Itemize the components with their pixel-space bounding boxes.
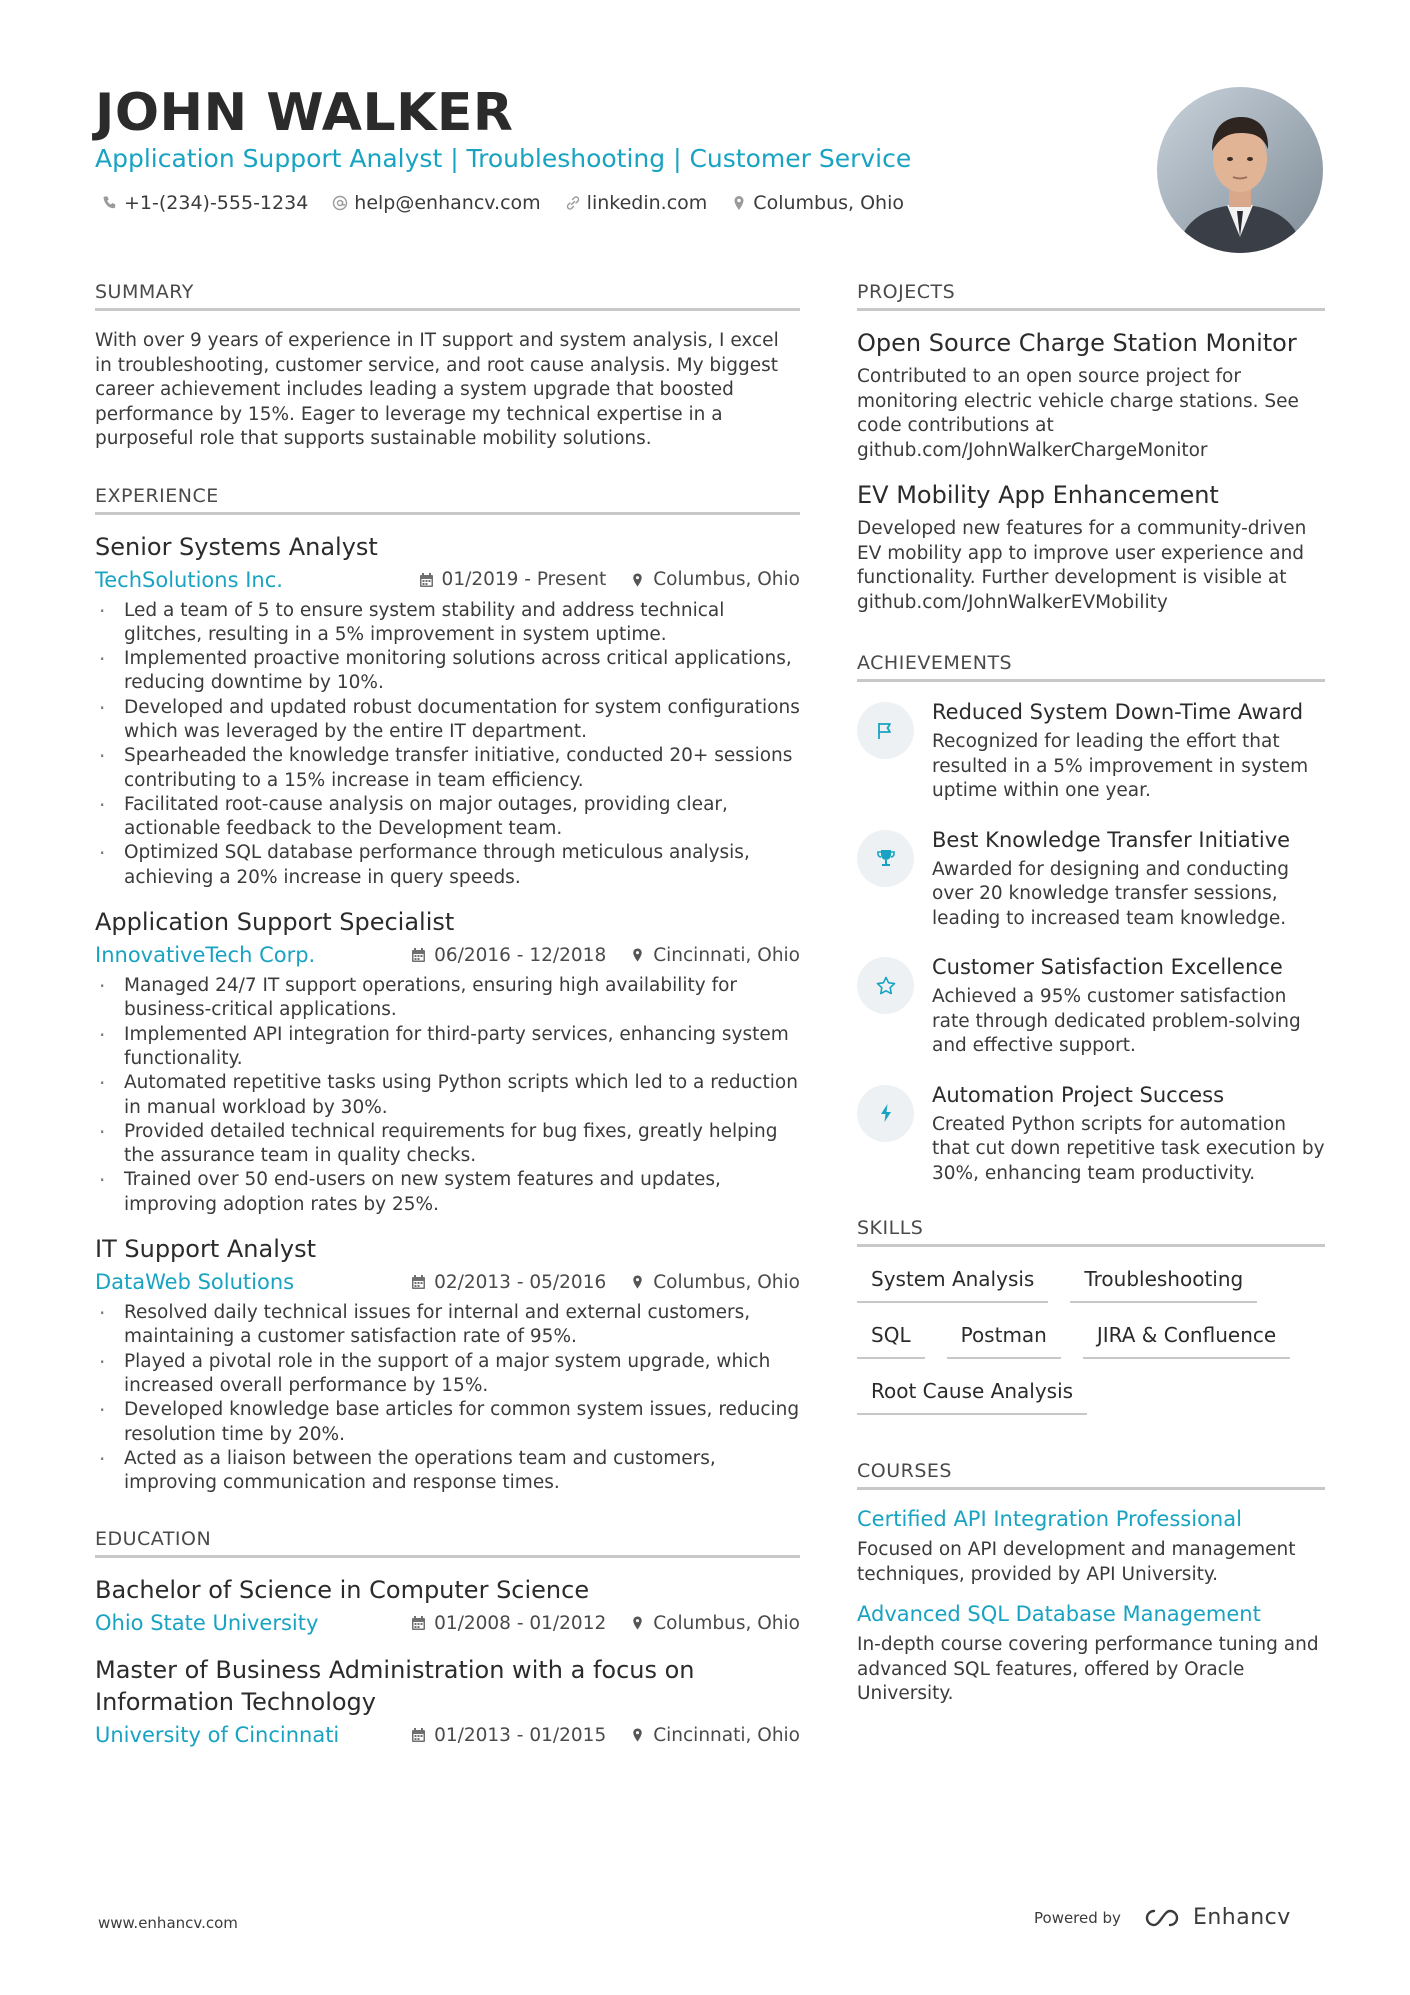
education-meta-details [411,1725,800,1746]
location-pin-icon [630,1727,645,1743]
calendar-icon [411,1727,426,1743]
enhancv-logo-icon [1143,1907,1187,1929]
bullet-item: · Played a pivotal role in the support of a major system upgrade, which increased overall performance by 15%. [95,1350,800,1399]
footer-website[interactable]: www.enhancv.com [98,1914,238,1932]
at-icon [332,195,348,211]
job-entry [95,906,800,1217]
summary-heading: SUMMARY [95,278,800,311]
job-dates [411,1272,606,1293]
calendar-icon [411,1615,426,1631]
email-text: help@enhancv.com [354,192,541,214]
degree-title: Master of Business Administration with a focus on Information Technology [95,1656,695,1717]
job-meta-details [411,1272,800,1293]
job-dates-text: 01/2019 - Present [441,569,607,590]
project-entry [857,327,1325,463]
job-dates [411,945,606,966]
project-description: Contributed to an open source project for monitoring electric vehicle charge stations. See code contributions at github.com/JohnWalkerChargeMonitor [857,366,1299,461]
brand-name: Enhancv [1192,1905,1291,1930]
bullet-item: · Trained over 50 end-users on new system features and updates, improving adoption rates by 25%. [95,1168,800,1217]
summary-section [95,278,800,452]
flag-icon [874,719,898,743]
education-location [630,1725,800,1746]
bullet-item: · Spearheaded the knowledge transfer initiative, conducted 20+ sessions contributing to a 15% increase in team efficiency. [95,744,800,793]
location-pin-icon [630,947,645,963]
left-column [95,278,800,1766]
skills-list [857,1261,1325,1415]
job-dates-text: 06/2016 - 12/2018 [434,944,607,966]
job-meta [95,940,800,970]
achievement-icon-badge [857,830,914,887]
linkedin-text: linkedin.com [586,192,708,214]
skills-heading: SKILLS [857,1214,1325,1247]
candidate-name: JOHN WALKER [95,83,514,143]
calendar-icon [411,1274,426,1290]
skill-tag: System Analysis [857,1261,1048,1303]
achievement-body [932,698,1325,804]
job-entry [95,531,800,891]
education-heading: EDUCATION [95,1525,800,1558]
skills-section [857,1214,1325,1415]
star-icon [874,974,898,998]
project-description: Developed new features for a community-driven EV mobility app to improve user experience and functionality. Further development is visible at github.com/JohnWalkerEVMobility [857,518,1307,613]
skill-tag: Postman [947,1317,1061,1359]
courses-heading: COURSES [857,1457,1325,1490]
candidate-tagline: Application Support Analyst | Troubleshooting | Customer Service [95,144,912,173]
avatar-illustration [1157,87,1323,253]
trophy-icon [874,846,898,870]
bullet-item: · Implemented proactive monitoring solutions across critical applications, reducing downtime by 10%. [95,647,800,696]
achievement-text: Created Python scripts for automation that cut down repetitive task execution by 30%, enhancing team productivity. [932,1113,1325,1184]
bullet-item: · Facilitated root-cause analysis on major outages, providing clear, actionable feedback to the Development team. [95,793,800,842]
summary-text: With over 9 years of experience in IT support and system analysis, I excel in troubleshooting, customer service, and root cause analysis. My biggest career achievement includes leading a system upgrade that boosted performance by 15%. Eager to leverage my technical expertise in a purposeful role that supports sustainable mobility solutions. [95,330,779,449]
footer-branding [1034,1905,1291,1930]
education-location-text: Columbus, Ohio [653,1612,800,1634]
contact-phone[interactable] [102,189,308,217]
bullet-item: · Developed knowledge base articles for common system issues, reducing resolution time by 20%. [95,1398,800,1447]
project-title: Open Source Charge Station Monitor [857,329,1297,357]
projects-heading: PROJECTS [857,278,1325,311]
course-entry [857,1504,1325,1587]
education-dates [411,1613,606,1634]
course-description: Focused on API development and management techniques, provided by API University. [857,1539,1296,1585]
project-entry [857,479,1325,615]
location-text: Columbus, Ohio [753,192,904,214]
skill-tag: Troubleshooting [1070,1261,1257,1303]
bullet-item: · Acted as a liaison between the operations team and customers, improving communication and response times. [95,1447,800,1496]
achievement-body [932,953,1325,1059]
job-bullets [95,599,800,891]
contact-email[interactable] [332,189,540,217]
job-meta [95,1267,800,1297]
contact-linkedin[interactable] [565,189,708,217]
job-title: IT Support Analyst [95,1235,316,1264]
phone-icon [102,195,118,211]
job-bullets [95,1301,800,1495]
company-name: TechSolutions Inc. [95,567,283,592]
achievement-body [932,826,1325,932]
education-meta [95,1608,800,1638]
location-pin-icon [630,1274,645,1290]
job-location [630,1272,800,1293]
job-dates [419,569,607,590]
job-location [630,945,800,966]
achievement-title: Best Knowledge Transfer Initiative [932,827,1291,852]
achievement-entry [857,826,1325,932]
job-entry [95,1233,800,1495]
achievement-text: Recognized for leading the effort that resulted in a 5% improvement in system uptime within one year. [932,731,1309,801]
calendar-icon [411,947,426,963]
skill-tag: Root Cause Analysis [857,1373,1087,1415]
experience-section [95,482,800,1496]
job-bullets [95,974,800,1217]
job-location-text: Cincinnati, Ohio [653,944,800,966]
education-dates-text: 01/2008 - 01/2012 [434,1612,607,1634]
achievement-icon-badge [857,702,914,759]
location-pin-icon [630,1615,645,1631]
bullet-item: · Implemented API integration for third-party services, enhancing system functionality. [95,1023,800,1072]
courses-section [857,1457,1325,1707]
achievement-text: Achieved a 95% customer satisfaction rate through dedicated problem-solving and effective support. [932,986,1301,1056]
achievement-body [932,1081,1325,1187]
education-dates-text: 01/2013 - 01/2015 [434,1724,607,1746]
degree-title: Bachelor of Science in Computer Science [95,1576,590,1605]
achievement-entry [857,1081,1325,1187]
bullet-item: · Optimized SQL database performance through meticulous analysis, achieving a 20% increase in query speeds. [95,841,800,890]
right-column [857,278,1325,1719]
project-title: EV Mobility App Enhancement [857,481,1219,509]
education-meta [95,1720,800,1750]
course-description: In-depth course covering performance tuning and advanced SQL features, offered by Oracle University. [857,1634,1319,1704]
education-location [630,1613,800,1634]
bullet-item: · Resolved daily technical issues for internal and external customers, maintaining a customer satisfaction rate of 95%. [95,1301,800,1350]
contact-location [731,189,904,217]
bullet-item: · Automated repetitive tasks using Python scripts which led to a reduction in manual workload by 30%. [95,1071,800,1120]
company-name: DataWeb Solutions [95,1270,295,1295]
powered-by-label: Powered by [1034,1908,1121,1927]
job-meta-details [411,945,800,966]
job-location-text: Columbus, Ohio [653,1271,800,1293]
education-location-text: Cincinnati, Ohio [653,1724,800,1746]
achievement-text: Awarded for designing and conducting over 20 knowledge transfer sessions, leading to increased team knowledge. [932,858,1289,929]
achievement-entry [857,953,1325,1059]
achievement-title: Automation Project Success [932,1082,1225,1107]
education-meta-details [411,1613,800,1634]
education-entry [95,1574,800,1638]
job-meta [95,565,800,595]
education-dates [411,1725,606,1746]
achievements-heading: ACHIEVEMENTS [857,649,1325,682]
location-pin-icon [731,195,747,211]
bullet-item: · Provided detailed technical requirements for bug fixes, greatly helping the assurance team in quality checks. [95,1120,800,1169]
company-name: InnovativeTech Corp. [95,943,316,968]
course-title: Advanced SQL Database Management [857,1602,1261,1626]
job-dates-text: 02/2013 - 05/2016 [434,1271,607,1293]
course-entry [857,1599,1325,1707]
lightning-icon [874,1101,898,1125]
job-location [630,569,800,590]
education-entry [95,1654,800,1750]
achievement-entry [857,698,1325,804]
job-location-text: Columbus, Ohio [653,569,800,590]
school-name: Ohio State University [95,1611,319,1636]
course-title: Certified API Integration Professional [857,1507,1242,1531]
achievement-icon-badge [857,1085,914,1142]
contact-row [102,189,904,217]
brand-logo[interactable] [1143,1905,1291,1930]
job-title: Application Support Specialist [95,908,455,937]
job-title: Senior Systems Analyst [95,532,378,561]
phone-text: +1-(234)-555-1234 [124,192,309,214]
achievement-title: Reduced System Down-Time Award [932,700,1304,724]
achievement-icon-badge [857,957,914,1014]
skill-tag: SQL [857,1317,925,1359]
bullet-item: · Led a team of 5 to ensure system stability and address technical glitches, resulting in a 5% improvement in system uptime. [95,599,800,648]
calendar-icon [419,572,434,588]
profile-photo [1157,87,1323,253]
bullet-item: · Managed 24/7 IT support operations, ensuring high availability for business-critical applications. [95,974,800,1023]
achievements-section [857,649,1325,1186]
education-section [95,1525,800,1750]
school-name: University of Cincinnati [95,1723,340,1748]
bullet-item: · Developed and updated robust documentation for system configurations which was leveraged by the entire IT department. [95,696,800,745]
skill-tag: JIRA & Confluence [1083,1317,1290,1359]
location-pin-icon [630,572,645,588]
experience-heading: EXPERIENCE [95,482,800,515]
projects-section [857,278,1325,615]
link-icon [565,195,581,211]
achievement-title: Customer Satisfaction Excellence [932,955,1283,979]
job-meta-details [419,569,800,590]
